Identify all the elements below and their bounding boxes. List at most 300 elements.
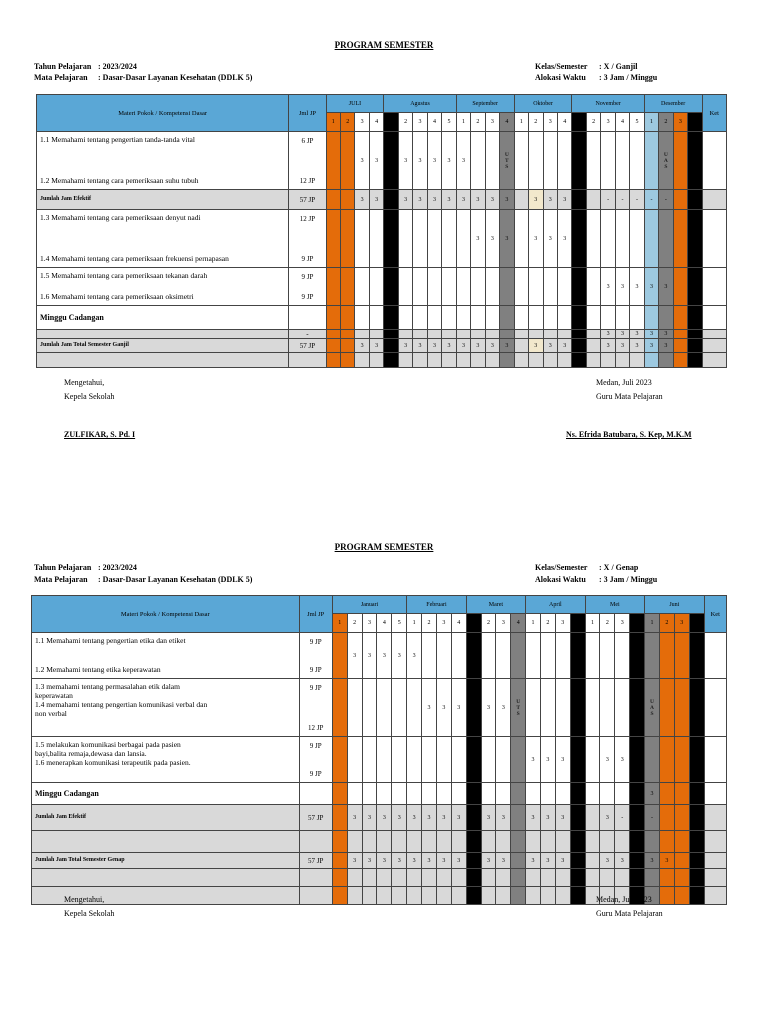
sem2-week-number: 4 bbox=[377, 614, 392, 633]
week-cell bbox=[600, 679, 615, 737]
week-cell: 3 bbox=[355, 339, 369, 353]
week-cell bbox=[526, 783, 541, 805]
week-cell bbox=[529, 268, 543, 306]
week-cell bbox=[585, 679, 600, 737]
week-cell bbox=[659, 306, 673, 330]
sem1-month-header: Agustus bbox=[384, 95, 456, 113]
week-cell bbox=[600, 633, 615, 679]
week-cell bbox=[398, 353, 412, 368]
week-cell: 3 bbox=[540, 737, 555, 783]
week-cell bbox=[529, 306, 543, 330]
week-cell bbox=[384, 330, 398, 339]
week-cell: 3 bbox=[557, 339, 572, 353]
week-cell bbox=[585, 853, 600, 869]
week-cell bbox=[377, 783, 392, 805]
sem2-kelas: Kelas/Semester : X / Genap bbox=[535, 563, 639, 572]
week-cell: 3 bbox=[442, 339, 457, 353]
week-cell bbox=[540, 783, 555, 805]
week-cell bbox=[689, 853, 704, 869]
week-cell bbox=[540, 831, 555, 853]
sem2-month-header: Mei bbox=[585, 596, 644, 614]
sem1-week-number: 4 bbox=[500, 113, 515, 132]
week-cell bbox=[673, 339, 687, 353]
week-cell bbox=[422, 869, 437, 887]
sem2-place: Medan, Juli 2023 Guru Mata Pelajaran bbox=[596, 895, 663, 918]
week-cell bbox=[555, 633, 570, 679]
week-cell bbox=[392, 737, 407, 783]
materi-line: 1.4 Memahami tentang cara pemeriksaan frekuensi pernapasan bbox=[40, 254, 229, 263]
sem1-week-number: 4 bbox=[688, 113, 702, 132]
week-cell bbox=[600, 831, 615, 853]
week-cell bbox=[557, 268, 572, 306]
week-cell bbox=[481, 869, 496, 887]
materi-line: Jumlah Jam Efektif bbox=[35, 814, 86, 820]
sem1-week-number: 2 bbox=[586, 113, 600, 132]
week-cell: 3 bbox=[644, 330, 658, 339]
materi-line: 1.3 Memahami tentang cara pemeriksaan denyut nadi bbox=[40, 213, 201, 222]
sem2-week-number: 4 bbox=[570, 614, 585, 633]
week-cell: 3 bbox=[500, 190, 515, 210]
week-cell bbox=[644, 210, 658, 268]
week-cell bbox=[688, 210, 702, 268]
week-cell bbox=[485, 306, 499, 330]
week-cell bbox=[427, 353, 441, 368]
week-cell bbox=[471, 330, 485, 339]
week-cell bbox=[615, 353, 629, 368]
week-cell: 3 bbox=[427, 339, 441, 353]
sem2-col-jml: Jml JP bbox=[299, 596, 332, 633]
week-cell bbox=[688, 132, 702, 190]
week-cell: 3 bbox=[451, 805, 466, 831]
week-cell bbox=[543, 330, 557, 339]
week-cell: 3 bbox=[398, 132, 412, 190]
week-cell bbox=[673, 210, 687, 268]
sem1-week-number: 2 bbox=[529, 113, 543, 132]
week-cell: 3 bbox=[659, 330, 673, 339]
jp-line: 57 JP bbox=[299, 341, 316, 350]
week-cell bbox=[689, 805, 704, 831]
sem2-month-header: Februari bbox=[407, 596, 466, 614]
week-cell bbox=[514, 132, 528, 190]
week-cell bbox=[557, 306, 572, 330]
week-cell: 3 bbox=[526, 853, 541, 869]
materi-cell bbox=[37, 306, 289, 330]
week-cell: 3 bbox=[496, 679, 511, 737]
week-cell bbox=[362, 679, 377, 737]
week-cell bbox=[466, 887, 481, 905]
materi-cell bbox=[32, 679, 300, 737]
week-cell bbox=[673, 330, 687, 339]
week-cell bbox=[466, 869, 481, 887]
week-cell bbox=[407, 783, 422, 805]
week-cell bbox=[630, 132, 644, 190]
sem2-col-ket: Ket bbox=[704, 596, 726, 633]
week-cell bbox=[422, 633, 437, 679]
week-cell bbox=[332, 679, 347, 737]
week-cell: 3 bbox=[645, 783, 660, 805]
jp-cell bbox=[289, 132, 326, 190]
week-cell bbox=[407, 737, 422, 783]
sem2-week-number: 4 bbox=[689, 614, 704, 633]
week-cell: 3 bbox=[456, 190, 470, 210]
week-cell: 3 bbox=[615, 339, 629, 353]
sem1-week-number: 2 bbox=[659, 113, 673, 132]
jp-cell bbox=[299, 887, 332, 905]
week-cell bbox=[689, 869, 704, 887]
sem2-week-number: 3 bbox=[496, 614, 511, 633]
week-cell bbox=[326, 190, 340, 210]
jp-cell bbox=[299, 783, 332, 805]
week-cell: 3 bbox=[422, 853, 437, 869]
week-cell bbox=[557, 132, 572, 190]
jp-line: 9 JP bbox=[309, 741, 322, 750]
week-cell bbox=[332, 737, 347, 783]
week-cell: 3 bbox=[466, 805, 481, 831]
week-cell bbox=[511, 633, 526, 679]
week-cell bbox=[674, 783, 689, 805]
materi-cell bbox=[32, 633, 300, 679]
ket-cell bbox=[702, 268, 726, 306]
materi-cell bbox=[32, 783, 300, 805]
week-cell: 3 bbox=[600, 805, 615, 831]
ket-cell bbox=[704, 679, 726, 737]
week-cell bbox=[586, 353, 600, 368]
week-cell bbox=[369, 268, 383, 306]
sem2-week-number: 3 bbox=[436, 614, 451, 633]
week-cell: 3 bbox=[543, 190, 557, 210]
week-cell bbox=[585, 831, 600, 853]
sem1-week-number: 3 bbox=[485, 113, 499, 132]
week-cell bbox=[630, 306, 644, 330]
ket-cell bbox=[702, 190, 726, 210]
week-cell bbox=[674, 679, 689, 737]
week-cell bbox=[645, 831, 660, 853]
week-cell: 3 bbox=[413, 190, 427, 210]
week-cell bbox=[511, 805, 526, 831]
materi-line: 1.2 Memahami tentang etika keperawatan bbox=[35, 665, 161, 674]
sem1-title: PROGRAM SEMESTER bbox=[334, 40, 434, 50]
week-cell: 3 bbox=[557, 210, 572, 268]
week-cell: 3 bbox=[422, 679, 437, 737]
sem2-week-number: 2 bbox=[481, 614, 496, 633]
week-cell: 3 bbox=[644, 268, 658, 306]
week-cell bbox=[500, 330, 515, 339]
week-cell: 3 bbox=[398, 190, 412, 210]
week-cell bbox=[630, 831, 645, 853]
week-cell bbox=[586, 306, 600, 330]
week-cell: 3 bbox=[355, 132, 369, 190]
sem2-week-number: 1 bbox=[332, 614, 347, 633]
materi-line: 1.1 Memahami tentang pengertian etika dan etiket bbox=[35, 636, 186, 645]
week-cell bbox=[659, 831, 674, 853]
week-cell bbox=[572, 306, 586, 330]
week-cell bbox=[529, 353, 543, 368]
week-cell bbox=[674, 737, 689, 783]
week-cell bbox=[674, 805, 689, 831]
week-cell bbox=[514, 190, 528, 210]
jp-line: - bbox=[306, 330, 309, 338]
sem1-month-header: November bbox=[572, 95, 644, 113]
week-cell: 3 bbox=[572, 190, 586, 210]
week-cell bbox=[384, 210, 398, 268]
week-cell bbox=[384, 339, 398, 353]
week-cell: 3 bbox=[555, 853, 570, 869]
week-cell: 3 bbox=[485, 210, 499, 268]
week-cell bbox=[436, 633, 451, 679]
week-cell bbox=[689, 633, 704, 679]
jp-cell bbox=[289, 353, 326, 368]
week-cell bbox=[326, 210, 340, 268]
week-cell bbox=[481, 887, 496, 905]
week-cell: - bbox=[615, 190, 629, 210]
week-cell bbox=[436, 783, 451, 805]
week-cell bbox=[570, 869, 585, 887]
week-cell bbox=[347, 679, 362, 737]
week-cell bbox=[689, 887, 704, 905]
week-cell: 3 bbox=[555, 805, 570, 831]
sem1-week-number: 1 bbox=[644, 113, 658, 132]
sem1-month-header: Desember bbox=[644, 95, 702, 113]
sem2-mapel: Mata Pelajaran : Dasar-Dasar Layanan Kesehatan (DDLK 5) bbox=[34, 575, 253, 584]
week-cell bbox=[688, 268, 702, 306]
week-cell: 3 bbox=[529, 190, 543, 210]
week-cell: 3 bbox=[466, 853, 481, 869]
week-cell bbox=[496, 887, 511, 905]
week-cell bbox=[540, 887, 555, 905]
week-cell: 3 bbox=[355, 190, 369, 210]
jp-cell bbox=[299, 633, 332, 679]
week-cell bbox=[422, 783, 437, 805]
sem1-week-number: 1 bbox=[572, 113, 586, 132]
week-cell: 3 bbox=[407, 853, 422, 869]
week-cell bbox=[514, 306, 528, 330]
week-cell bbox=[392, 831, 407, 853]
week-cell bbox=[615, 633, 630, 679]
week-cell bbox=[572, 330, 586, 339]
week-cell bbox=[615, 132, 629, 190]
week-cell: 3 bbox=[481, 679, 496, 737]
week-cell bbox=[659, 679, 674, 737]
week-cell bbox=[674, 869, 689, 887]
jp-cell bbox=[299, 805, 332, 831]
materi-line: 1.3 memahami tentang permasalahan etik dalam bbox=[35, 682, 180, 691]
sem2-week-number: 3 bbox=[362, 614, 377, 633]
week-cell: 3 bbox=[442, 132, 457, 190]
week-cell bbox=[326, 339, 340, 353]
materi-line: Minggu Cadangan bbox=[35, 789, 99, 798]
jp-cell bbox=[289, 210, 326, 268]
week-cell bbox=[485, 268, 499, 306]
week-cell bbox=[615, 869, 630, 887]
sem1-week-number: 4 bbox=[615, 113, 629, 132]
week-cell: 3 bbox=[570, 805, 585, 831]
week-cell: 3 bbox=[347, 853, 362, 869]
week-cell bbox=[442, 306, 457, 330]
week-cell: 3 bbox=[688, 306, 702, 330]
week-cell: 3 bbox=[377, 805, 392, 831]
sem1-week-number: 2 bbox=[398, 113, 412, 132]
week-cell bbox=[540, 633, 555, 679]
materi-line: non verbal bbox=[35, 709, 67, 718]
jp-cell bbox=[289, 330, 326, 339]
week-cell bbox=[543, 132, 557, 190]
materi-line: 1.2 Memahami tentang cara pemeriksaan suhu tubuh bbox=[40, 176, 199, 185]
week-cell: 3 bbox=[615, 268, 629, 306]
jp-cell bbox=[299, 679, 332, 737]
week-cell bbox=[481, 831, 496, 853]
week-cell bbox=[362, 737, 377, 783]
week-cell: 3 bbox=[572, 339, 586, 353]
week-cell bbox=[398, 330, 412, 339]
jp-line: 9 JP bbox=[309, 769, 322, 778]
sem2-week-number: 2 bbox=[422, 614, 437, 633]
ket-cell bbox=[702, 132, 726, 190]
sem1-month-header: JULI bbox=[326, 95, 384, 113]
sem1-week-number: 3 bbox=[601, 113, 615, 132]
week-cell bbox=[630, 353, 644, 368]
week-cell: 3 bbox=[645, 853, 660, 869]
week-cell: 3 bbox=[451, 679, 466, 737]
jp-cell bbox=[289, 268, 326, 306]
week-cell: 3 bbox=[427, 132, 441, 190]
week-cell bbox=[377, 887, 392, 905]
week-cell bbox=[555, 679, 570, 737]
week-cell bbox=[332, 869, 347, 887]
week-cell bbox=[496, 831, 511, 853]
week-cell bbox=[644, 132, 658, 190]
week-cell: 3 bbox=[543, 210, 557, 268]
materi-line: 1.5 Memahami tentang cara pemeriksaan tekanan darah bbox=[40, 271, 208, 280]
week-cell bbox=[526, 869, 541, 887]
sem1-week-number: 2 bbox=[341, 113, 355, 132]
week-cell bbox=[451, 783, 466, 805]
week-cell bbox=[442, 210, 457, 268]
materi-cell bbox=[37, 132, 289, 190]
week-cell bbox=[543, 268, 557, 306]
week-cell bbox=[427, 306, 441, 330]
week-cell bbox=[529, 132, 543, 190]
week-cell bbox=[427, 330, 441, 339]
week-cell bbox=[384, 353, 398, 368]
week-cell bbox=[659, 737, 674, 783]
week-cell bbox=[500, 306, 515, 330]
week-cell bbox=[456, 306, 470, 330]
week-cell bbox=[341, 306, 355, 330]
ket-cell bbox=[704, 737, 726, 783]
week-cell bbox=[369, 306, 383, 330]
week-cell: - bbox=[615, 805, 630, 831]
jp-cell bbox=[289, 306, 326, 330]
week-cell: 3 bbox=[630, 783, 645, 805]
week-cell bbox=[369, 330, 383, 339]
sem1-week-number: 1 bbox=[514, 113, 528, 132]
week-cell bbox=[413, 306, 427, 330]
sem1-place: Medan, Juli 2023 Guru Mata Pelajaran bbox=[596, 378, 663, 401]
week-cell bbox=[407, 831, 422, 853]
week-cell bbox=[644, 306, 658, 330]
week-cell bbox=[347, 831, 362, 853]
week-cell bbox=[659, 210, 673, 268]
week-cell bbox=[526, 633, 541, 679]
materi-cell bbox=[32, 805, 300, 831]
week-cell: 3 bbox=[369, 132, 383, 190]
week-cell: 3 bbox=[496, 805, 511, 831]
week-cell bbox=[600, 783, 615, 805]
sem1-ack: Mengetahui, Kepela Sekolah bbox=[64, 378, 115, 401]
ket-cell bbox=[704, 853, 726, 869]
week-cell bbox=[511, 869, 526, 887]
ket-cell bbox=[704, 887, 726, 905]
week-cell: 3 bbox=[601, 339, 615, 353]
week-cell: 3 bbox=[471, 339, 485, 353]
week-cell bbox=[500, 268, 515, 306]
week-cell: 3 bbox=[659, 339, 673, 353]
week-cell bbox=[600, 869, 615, 887]
jp-cell bbox=[299, 831, 332, 853]
sem1-week-number: 5 bbox=[442, 113, 457, 132]
week-cell bbox=[362, 831, 377, 853]
jp-cell bbox=[299, 853, 332, 869]
sem1-week-number: 1 bbox=[326, 113, 340, 132]
week-cell: 3 bbox=[436, 679, 451, 737]
week-cell bbox=[514, 268, 528, 306]
sem1-week-number: 4 bbox=[427, 113, 441, 132]
week-cell bbox=[422, 887, 437, 905]
week-cell: 3 bbox=[600, 737, 615, 783]
week-cell: - bbox=[630, 190, 644, 210]
materi-line: 1.4 memahami tentang pengertian komunikasi verbal dan bbox=[35, 700, 208, 709]
week-cell: 3 bbox=[413, 339, 427, 353]
sem2-week-number: 1 bbox=[526, 614, 541, 633]
week-cell bbox=[369, 210, 383, 268]
week-cell: 3 bbox=[540, 853, 555, 869]
week-cell bbox=[471, 268, 485, 306]
week-cell bbox=[377, 831, 392, 853]
week-cell bbox=[673, 132, 687, 190]
week-cell bbox=[451, 831, 466, 853]
sem1-kelas: Kelas/Semester : X / Ganjil bbox=[535, 62, 638, 71]
week-cell: 3 bbox=[572, 268, 586, 306]
week-cell bbox=[413, 330, 427, 339]
week-cell bbox=[427, 268, 441, 306]
week-cell bbox=[570, 679, 585, 737]
week-cell bbox=[326, 268, 340, 306]
week-cell bbox=[630, 737, 645, 783]
materi-cell bbox=[37, 330, 289, 339]
sem2-week-number: 3 bbox=[674, 614, 689, 633]
week-cell bbox=[485, 330, 499, 339]
week-cell bbox=[615, 210, 629, 268]
week-cell: - bbox=[688, 190, 702, 210]
sem1-week-number: 1 bbox=[384, 113, 398, 132]
sem2-week-number: 2 bbox=[659, 614, 674, 633]
week-cell bbox=[451, 737, 466, 783]
week-cell bbox=[644, 353, 658, 368]
week-cell bbox=[481, 633, 496, 679]
week-cell: 3 bbox=[570, 853, 585, 869]
week-cell bbox=[355, 210, 369, 268]
week-cell bbox=[392, 679, 407, 737]
week-cell: 3 bbox=[485, 190, 499, 210]
week-cell bbox=[645, 869, 660, 887]
week-cell bbox=[673, 268, 687, 306]
materi-line: 1.6 Memahami tentang cara pemeriksaan oksimetri bbox=[40, 292, 194, 301]
week-cell bbox=[586, 190, 600, 210]
jp-cell bbox=[299, 737, 332, 783]
week-cell bbox=[392, 783, 407, 805]
sem1-month-header: Oktober bbox=[514, 95, 572, 113]
week-cell bbox=[570, 783, 585, 805]
